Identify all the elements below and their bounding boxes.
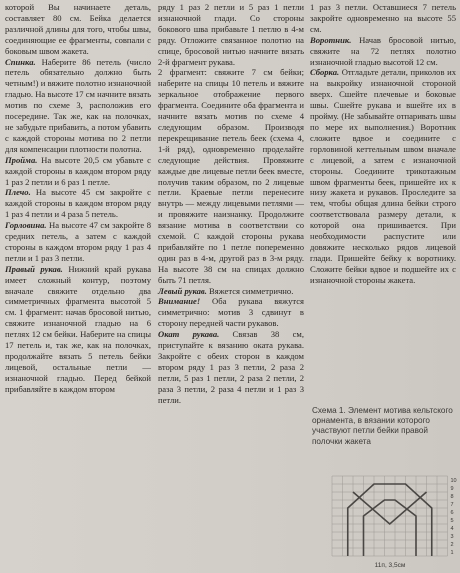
paragraph-text: 1 раз 3 петли. Оставшиеся 7 петель закройте одновременно на высоте 55 см. [310, 2, 456, 34]
col2-paragraph [158, 286, 304, 297]
text-column-1 [5, 2, 151, 395]
col2-paragraph [158, 67, 304, 285]
paragraph-text: Начав бросовой нитью, свяжите на 72 петлях полотно изнаночной гладью высотой 12 см. [310, 34, 456, 67]
col1-paragraph [5, 2, 151, 57]
text-column-3 [310, 2, 456, 286]
paragraph-text: которой Вы начинаете деталь, составляет 80 см. Бейка делается различной длины для того, чтобы швы, соединяющие ее фрагменты, совпали с боковым швом жакета. [5, 2, 151, 56]
row-number: 7 [450, 502, 454, 508]
col3-paragraph [310, 2, 456, 35]
paragraph-text: Связав 38 см, приступайте к вязанию оката рукава. Закройте с обеих сторон в каждом втором ряду 1 раз 3 петли, 2 раза 2 петли, 5 раз 1 петли, 2 раза 2 петли, 2 раза 3 петли, 2 раза 4 петли и 1 раз 3 петли. [158, 329, 305, 405]
paragraph-text: На высоте 45 см закройте с каждой стороны в каждом втором ряду 1 раз 4 петли и 4 раза 5 петель. [5, 187, 151, 220]
section-heading: Левый рукав. [158, 285, 207, 296]
col1-paragraph [5, 57, 151, 155]
col1-paragraph [5, 264, 151, 395]
col2-paragraph [158, 2, 304, 67]
col1-paragraph [5, 187, 151, 220]
scheme-bottom-label: 11п, 3,5см [374, 562, 406, 569]
section-heading: Плечо. [5, 187, 31, 198]
section-heading: Внимание! [158, 296, 201, 307]
col2-paragraph [158, 296, 304, 329]
paragraph-text: 2 фрагмент: свяжите 7 см бейки; наберите на спицы 10 петель и вяжите зеркальное отображение первого фрагмента. Соедините оба фрагмента и начните вязать мотив по схеме 4 следующим образом. Производя перекрещивание петель беек (схема 4, 1-й ряд), одновременно проделайте следующие действия. Провяжите каждые две лицевые петли беек вместе, получив таким образом, по 2 лицевые петли. Краевые петли перенесите внутрь — между лицевыми петлями — и провяжите наизнанку. Продолжите вязание мотива в соответствии со схемой. С каждой стороны рукава прибавляйте по 1 петле попеременно один раз в 4-м, другой раз в 3-м ряду. На высоте 38 см на спицах должно быть 71 петля. [158, 67, 304, 285]
paragraph-text: Нижний край рукава имеет сложный контур, поэтому вначале свяжите отдельно два симметричных фрагмента высотой 5 см. 1 фрагмент: начав бросовой нитью, свяжите изнаночной гладью на 6 петлях 12 см бейки. Наберите на спицы 17 петель и, так же, как на полочках, продолжайте вязать 5 петель бейки лицевой, остальные петли — изнаночной гладью. Перед бейкой прибавляйте в каждом втором [5, 263, 152, 394]
col2-paragraph [158, 329, 304, 405]
col1-paragraph [5, 220, 151, 264]
row-number: 8 [450, 494, 454, 500]
section-heading: Окат рукава. [158, 329, 220, 340]
scheme-grid [332, 476, 448, 556]
section-heading: Пройма. [5, 154, 38, 165]
section-heading: Правый рукав. [5, 263, 63, 274]
paragraph-text: На высоте 20,5 см убавьте с каждой стороны в каждом втором ряду 1 раз 2 петли и 6 раз 1 петле. [5, 154, 151, 187]
row-number: 2 [450, 542, 454, 548]
row-number: 6 [450, 510, 454, 516]
scheme-row-numbers [451, 478, 457, 556]
row-number: 4 [450, 526, 454, 532]
section-heading: Воротник. [310, 34, 352, 45]
paragraph-text: Наберите 86 петель (число петель обязательно должно быть четным!) и вяжите полотно изнаночной гладью. На высоте 17 см начните вязать мотив по схеме 3, расположив его посередине. Так же, как на полочках, не забудьте прибавить, а потом убавить с каждой стороны мотива по 2 петли для компенсации плотности полотна. [5, 56, 151, 154]
section-heading: Спинка. [5, 56, 36, 67]
paragraph-text: ряду 1 раз 2 петли и 5 раз 1 петли изнаночной глади. Со стороны бокового шва прибавьте 1 петлю в 4-м ряду. Отложите связанное полотно на спице, бросовой нитью начните вязать 2-й фрагмент рукава. [158, 2, 304, 67]
paragraph-text: На высоте 47 см закройте 8 средних петель, а затем с каждой стороны в каждом втором ряду 1 раз 4 петли и 1 раз 3 петли. [5, 220, 151, 263]
row-number: 3 [450, 534, 454, 540]
col3-paragraph [310, 67, 456, 285]
section-heading: Сборка. [310, 67, 340, 78]
row-number: 9 [450, 486, 454, 492]
paragraph-text: Оба рукава вяжутся симметрично: мотив 3 сдвинут в сторону передней части рукавов. [158, 296, 304, 329]
row-number: 5 [450, 518, 454, 524]
knitting-scheme-1 [312, 470, 456, 570]
scheme-motif [348, 484, 432, 556]
row-number: 10 [450, 478, 457, 484]
paragraph-text: Вяжется симметрично. [206, 285, 294, 296]
row-number: 1 [450, 550, 454, 556]
col1-paragraph [5, 155, 151, 188]
section-heading: Горловина. [5, 220, 47, 231]
motif-band [348, 484, 432, 556]
paragraph-text: Отгладьте детали, приколов их на выкройку изнаночной стороной вверх. Сшейте плечевые и боковые швы. Сшейте рукава и вшейте их в пройму. (Не забывайте отпаривать швы по мере их выполнения.) Воротник сложите вдвое и соедините с горловиной кеттельным швом вначале с лицевой, а затем с изнаночной стороны. Соедините трикотажным швом фрагменты беек, пришейте их к низу жакета и рукавов. Проследите за тем, чтобы общая длина бейки строго соответствовала размеру детали, к которой она пришивается. При необходимости распустите или довяжите несколько рядов лицевой глади. Пришейте бейку к воротнику. Сложите бейки вдвое и подшейте их с изнаночной стороны жакета. [310, 67, 456, 285]
col3-paragraph [310, 35, 456, 68]
text-column-2 [158, 2, 304, 406]
scheme-caption: Схема 1. Элемент мотива кельтского орнамента, в вязании которого участвуют петли бейки правой полочки жакета [312, 406, 453, 446]
